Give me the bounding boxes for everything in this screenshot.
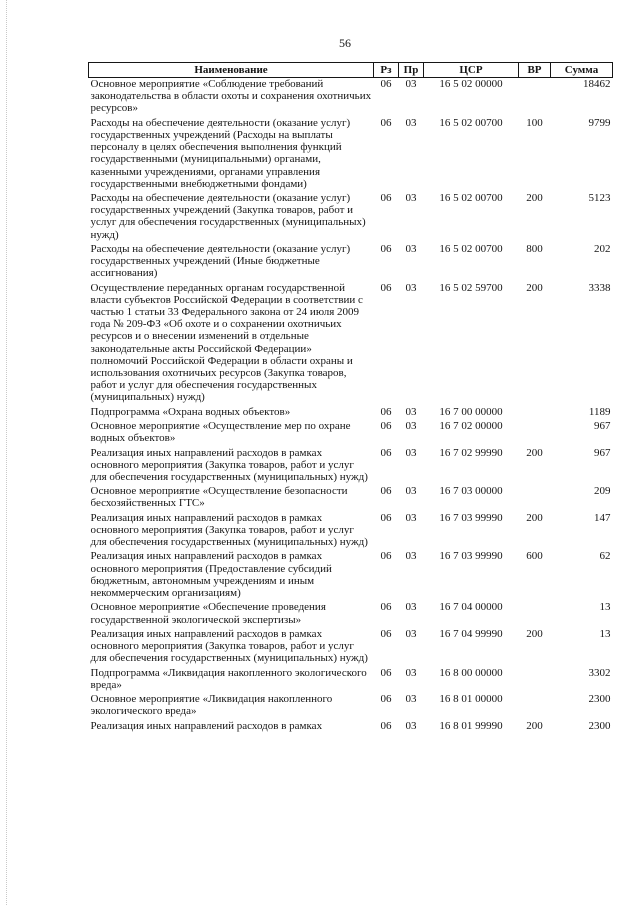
cell-name: Реализация иных направлений расходов в рамках основного мероприятия (Закупка товаров, работ и услуг для обеспечения государственных (муниципальных) нужд) <box>90 446 368 483</box>
cell-pr: 03 <box>405 550 417 563</box>
cell-pr: 03 <box>405 281 417 294</box>
cell-rz: 06 <box>380 719 392 732</box>
cell-sum: 13 <box>599 601 611 614</box>
page-number: 56 <box>339 36 351 50</box>
table-row <box>89 78 613 117</box>
cell-sum: 967 <box>594 420 611 433</box>
cell-vr: 800 <box>526 242 543 255</box>
table-row <box>89 192 613 243</box>
cell-rz: 06 <box>380 405 392 418</box>
cell-sum: 2300 <box>588 693 611 706</box>
cell-pr: 03 <box>405 719 417 732</box>
cell-sum: 202 <box>594 242 611 255</box>
cell-name: Основное мероприятие «Соблюдение требований законодательства в области охоты и сохранения охотничьих ресурсов» <box>90 78 372 115</box>
cell-pr: 03 <box>405 78 417 90</box>
cell-vr <box>519 693 551 720</box>
cell-csr: 16 5 02 00000 <box>439 78 503 90</box>
cell-name: Основное мероприятие «Осуществление мер по охране водных объектов» <box>90 420 351 445</box>
cell-pr: 03 <box>405 242 417 255</box>
cell-csr: 16 8 00 00000 <box>439 666 503 679</box>
cell-csr: 16 5 02 00700 <box>439 242 503 255</box>
table-row <box>89 720 613 734</box>
table-header-row <box>89 63 613 78</box>
cell-pr: 03 <box>405 627 417 640</box>
cell-rz: 06 <box>380 666 392 679</box>
cell-vr: 600 <box>526 550 543 563</box>
scan-edge-line <box>6 0 8 905</box>
table-row <box>89 117 613 192</box>
cell-vr: 200 <box>526 446 543 459</box>
cell-name: Реализация иных направлений расходов в рамках основного мероприятия (Закупка товаров, работ и услуг для обеспечения государственных (муниципальных) нужд) <box>90 627 368 665</box>
cell-sum: 2300 <box>588 719 611 732</box>
cell-vr <box>519 420 551 447</box>
cell-pr: 03 <box>405 693 417 706</box>
cell-name: Расходы на обеспечение деятельности (оказание услуг) государственных учреждений (Закупка товаров, работ и услуг для обеспечения государственных (муниципальных) нужд) <box>90 192 366 241</box>
table-row <box>89 243 613 282</box>
cell-sum: 3338 <box>588 281 611 294</box>
cell-sum: 209 <box>594 485 611 498</box>
table-row <box>89 420 613 447</box>
cell-sum: 967 <box>594 446 611 459</box>
cell-sum: 147 <box>594 511 611 524</box>
cell-rz: 06 <box>380 601 392 614</box>
cell-csr: 16 8 01 00000 <box>439 693 503 706</box>
table-row <box>89 282 613 406</box>
header-vr: ВР <box>519 63 551 78</box>
header-csr: ЦСР <box>424 63 519 78</box>
budget-table <box>88 62 613 734</box>
cell-rz: 06 <box>380 511 392 524</box>
table-row <box>89 485 613 512</box>
cell-name: Основное мероприятие «Осуществление безопасности бесхозяйственных ГТС» <box>90 485 348 510</box>
cell-sum: 62 <box>599 550 611 563</box>
cell-rz: 06 <box>380 192 392 205</box>
cell-rz: 06 <box>380 420 392 433</box>
cell-csr: 16 7 03 99990 <box>439 511 503 524</box>
cell-vr <box>519 601 551 628</box>
table-row <box>89 628 613 667</box>
cell-name: Подпрограмма «Охрана водных объектов» <box>90 405 291 418</box>
cell-pr: 03 <box>405 485 417 498</box>
cell-pr: 03 <box>405 446 417 459</box>
cell-vr: 200 <box>526 719 543 732</box>
table-row <box>89 601 613 628</box>
cell-name: Расходы на обеспечение деятельности (оказание услуг) государственных учреждений (Иные бюджетные ассигнования) <box>90 242 351 280</box>
header-pr: Пр <box>399 63 424 78</box>
cell-rz: 06 <box>380 281 392 294</box>
cell-rz: 06 <box>380 485 392 498</box>
cell-rz: 06 <box>380 446 392 459</box>
cell-pr: 03 <box>405 666 417 679</box>
cell-csr: 16 7 03 00000 <box>439 485 503 498</box>
cell-pr: 03 <box>405 420 417 433</box>
cell-sum: 3302 <box>588 666 611 679</box>
cell-vr <box>519 78 551 117</box>
cell-csr: 16 7 04 99990 <box>439 627 503 640</box>
cell-rz: 06 <box>380 693 392 706</box>
cell-csr: 16 7 02 00000 <box>439 420 503 433</box>
cell-name: Подпрограмма «Ликвидация накопленного экологического вреда» <box>90 666 367 691</box>
cell-csr: 16 7 03 99990 <box>439 550 503 563</box>
table-row <box>89 667 613 694</box>
cell-csr: 16 5 02 59700 <box>439 281 503 294</box>
cell-csr: 16 7 04 00000 <box>439 601 503 614</box>
cell-name: Осуществление переданных органам государственной власти субъектов Российской Федерации в соответствии с частью 1 статьи 33 Федерального закона от 24 июля 2009 года № 209-ФЗ «Об охоте и о сохранении охотничьих ресурсов и о внесении изменений в отдельные законодательные акты Российской Федерации» полномочий Российской Федерации в области охраны и использования охотничьих ресурсов (Закупка товаров, работ и услуг для обеспечения государственных (муниципальных) нужд) <box>90 281 363 404</box>
cell-csr: 16 5 02 00700 <box>439 116 503 129</box>
cell-csr: 16 7 00 00000 <box>439 405 503 418</box>
cell-name: Реализация иных направлений расходов в рамках основного мероприятия (Предоставление субсидий бюджетным, автономным учреждениям и иным некоммерческим организациям) <box>90 550 332 600</box>
header-sum: Сумма <box>551 63 613 78</box>
cell-name: Расходы на обеспечение деятельности (оказание услуг) государственных учреждений (Расходы на выплаты персоналу в целях обеспечения выполнения функций государственными (муниципальными) органами, казенными учреждениями, органами управления государственными внебюджетными фондами) <box>90 116 351 190</box>
cell-rz: 06 <box>380 78 392 90</box>
header-rz: Рз <box>374 63 399 78</box>
cell-rz: 06 <box>380 242 392 255</box>
cell-pr: 03 <box>405 511 417 524</box>
cell-csr: 16 5 02 00700 <box>439 192 503 205</box>
cell-name: Реализация иных направлений расходов в рамках основного мероприятия (Закупка товаров, работ и услуг для обеспечения государственных (муниципальных) нужд) <box>90 511 368 549</box>
cell-sum: 18462 <box>583 78 611 90</box>
cell-name: Основное мероприятие «Обеспечение проведения государственной экологической экспертизы» <box>90 601 326 626</box>
table-row <box>89 406 613 420</box>
cell-rz: 06 <box>380 550 392 563</box>
cell-sum: 5123 <box>588 192 611 205</box>
cell-vr <box>519 406 551 420</box>
header-name: Наименование <box>89 63 374 78</box>
cell-sum: 9799 <box>588 116 611 129</box>
cell-vr <box>519 667 551 694</box>
table-row <box>89 550 613 601</box>
cell-csr: 16 8 01 99990 <box>439 719 503 732</box>
cell-sum: 1189 <box>588 405 611 418</box>
cell-name: Основное мероприятие «Ликвидация накопленного экологического вреда» <box>90 693 333 718</box>
cell-sum: 13 <box>599 627 611 640</box>
cell-rz: 06 <box>380 627 392 640</box>
cell-csr: 16 7 02 99990 <box>439 446 503 459</box>
cell-vr: 100 <box>526 116 543 129</box>
cell-pr: 03 <box>405 405 417 418</box>
cell-vr: 200 <box>526 281 543 294</box>
cell-vr: 200 <box>526 192 543 205</box>
table-row <box>89 693 613 720</box>
cell-vr: 200 <box>526 511 543 524</box>
cell-vr <box>519 485 551 512</box>
cell-pr: 03 <box>405 116 417 129</box>
cell-pr: 03 <box>405 601 417 614</box>
table-body <box>89 78 613 734</box>
cell-pr: 03 <box>405 192 417 205</box>
cell-name: Реализация иных направлений расходов в рамках <box>90 719 323 732</box>
table-row <box>89 447 613 486</box>
cell-rz: 06 <box>380 116 392 129</box>
table-row <box>89 512 613 551</box>
cell-vr: 200 <box>526 627 543 640</box>
